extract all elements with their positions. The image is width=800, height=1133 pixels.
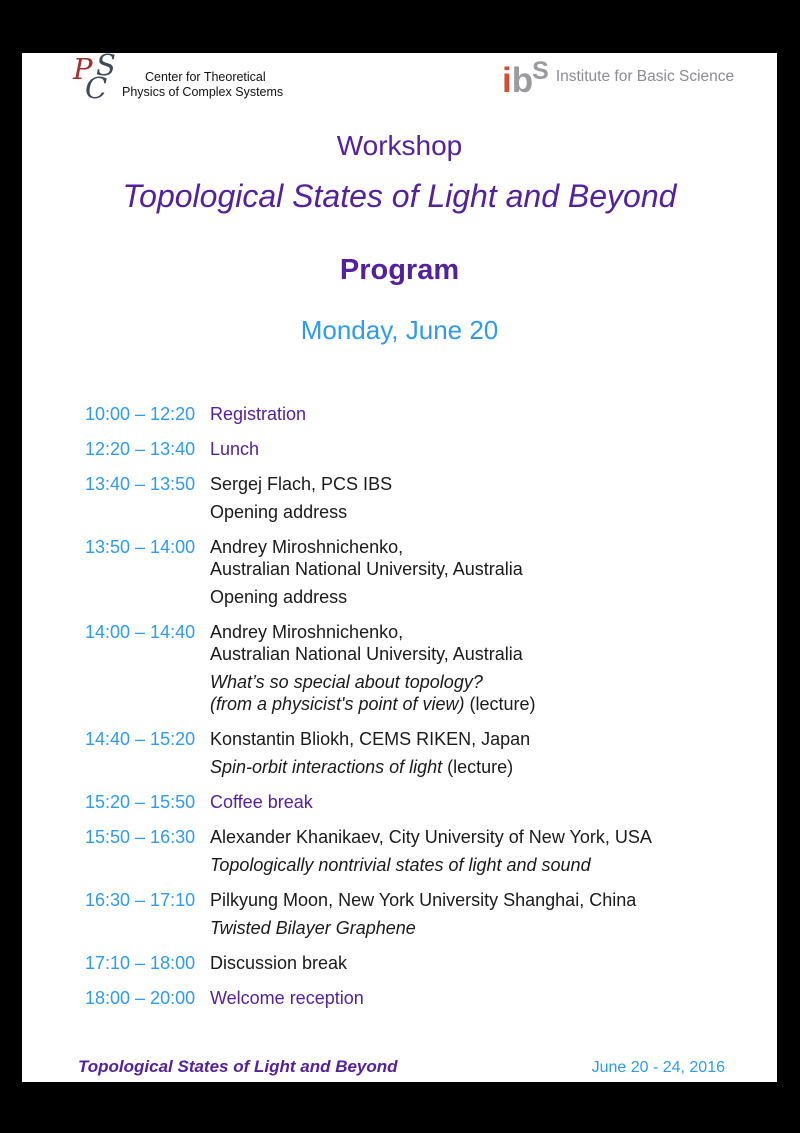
session-text: Australian National University, Australia bbox=[210, 644, 523, 664]
session-block bbox=[210, 889, 747, 911]
header bbox=[22, 129, 777, 344]
session-text: Pilkyung Moon, New York University Shanghai, China bbox=[210, 890, 637, 910]
document-page bbox=[22, 48, 777, 1082]
session-details bbox=[210, 987, 747, 1009]
session-text: Discussion break bbox=[210, 953, 348, 973]
schedule bbox=[85, 403, 747, 1022]
time-range: 15:50 – 16:30 bbox=[85, 827, 196, 847]
session-block bbox=[210, 621, 747, 665]
session-block bbox=[210, 826, 747, 848]
program-heading: Program bbox=[339, 254, 460, 286]
footer-dates: June 20 - 24, 2016 bbox=[591, 1059, 725, 1076]
session-block bbox=[210, 671, 747, 715]
time-range: 13:50 – 14:00 bbox=[85, 537, 196, 557]
time-range: 14:40 – 15:20 bbox=[85, 729, 196, 749]
session-text: (lecture) bbox=[442, 757, 514, 777]
session-text: Andrey Miroshnichenko, bbox=[210, 622, 404, 642]
session-line bbox=[210, 854, 747, 876]
schedule-row bbox=[85, 889, 747, 939]
session-line bbox=[210, 438, 747, 460]
time-range: 13:40 – 13:50 bbox=[85, 474, 196, 494]
pcs-logo-text bbox=[122, 55, 283, 103]
schedule-row bbox=[85, 952, 747, 974]
pcs-logo-icon bbox=[72, 48, 122, 105]
time-range: 12:20 – 13:40 bbox=[85, 439, 196, 459]
ibs-logo-icon bbox=[502, 59, 549, 98]
session-block bbox=[210, 728, 747, 750]
footer bbox=[78, 1057, 725, 1077]
schedule-row bbox=[85, 438, 747, 460]
schedule-row bbox=[85, 826, 747, 876]
schedule-row bbox=[85, 621, 747, 715]
session-line bbox=[210, 586, 747, 608]
session-text: Sergej Flach, PCS IBS bbox=[210, 474, 393, 494]
session-block bbox=[210, 501, 747, 523]
day-heading: Monday, June 20 bbox=[300, 315, 499, 345]
time-range: 18:00 – 20:00 bbox=[85, 988, 196, 1008]
session-line bbox=[210, 756, 747, 778]
session-text: Coffee break bbox=[210, 792, 313, 812]
session-details bbox=[210, 536, 747, 608]
time-range: 14:00 – 14:40 bbox=[85, 622, 196, 642]
session-details bbox=[210, 952, 747, 974]
session-block bbox=[210, 952, 747, 974]
session-text: Topologically nontrivial states of light and sound bbox=[210, 855, 591, 875]
session-line bbox=[210, 889, 747, 911]
session-text: Twisted Bilayer Graphene bbox=[210, 918, 416, 938]
session-line bbox=[210, 917, 747, 939]
session-block bbox=[210, 536, 747, 580]
session-text: (lecture) bbox=[464, 694, 536, 714]
session-text: Spin-orbit interactions of light bbox=[210, 757, 443, 777]
session-block bbox=[210, 917, 747, 939]
session-details bbox=[210, 791, 747, 813]
pcs-logo-line1: Center for Theoretical bbox=[145, 70, 266, 84]
time-range: 16:30 – 17:10 bbox=[85, 890, 196, 910]
session-line bbox=[210, 693, 747, 715]
session-block bbox=[210, 403, 747, 425]
session-text: Opening address bbox=[210, 502, 348, 522]
session-text: Andrey Miroshnichenko, bbox=[210, 537, 404, 557]
session-details bbox=[210, 826, 747, 876]
session-block bbox=[210, 473, 747, 495]
session-line bbox=[210, 403, 747, 425]
schedule-row bbox=[85, 791, 747, 813]
session-details bbox=[210, 403, 747, 425]
session-text: Welcome reception bbox=[210, 988, 364, 1008]
workshop-title: Topological States of Light and Beyond bbox=[122, 178, 677, 214]
session-block bbox=[210, 586, 747, 608]
schedule-row bbox=[85, 987, 747, 1009]
ibs-logo bbox=[502, 59, 734, 98]
session-line bbox=[210, 671, 747, 693]
pcs-letter-s: S bbox=[96, 48, 116, 82]
session-details bbox=[210, 621, 747, 715]
session-text: Alexander Khanikaev, City University of New York, USA bbox=[210, 827, 652, 847]
session-text: Lunch bbox=[210, 439, 260, 459]
session-line bbox=[210, 728, 747, 750]
session-line bbox=[210, 558, 747, 580]
session-text: (from a physicist's point of view) bbox=[210, 694, 465, 714]
session-line bbox=[210, 621, 747, 643]
session-block bbox=[210, 854, 747, 876]
session-line bbox=[210, 501, 747, 523]
time-range: 15:20 – 15:50 bbox=[85, 792, 196, 812]
schedule-row bbox=[85, 536, 747, 608]
session-line bbox=[210, 473, 747, 495]
session-block bbox=[210, 791, 747, 813]
session-line bbox=[210, 643, 747, 665]
session-details bbox=[210, 438, 747, 460]
session-line bbox=[210, 791, 747, 813]
schedule-row bbox=[85, 473, 747, 523]
session-details bbox=[210, 728, 747, 778]
pcs-logo bbox=[72, 48, 284, 105]
session-text: What’s so special about topology? bbox=[210, 672, 483, 692]
session-text: Opening address bbox=[210, 587, 348, 607]
session-line bbox=[210, 987, 747, 1009]
ibs-logo-label: Institute for Basic Science bbox=[555, 67, 735, 85]
session-line bbox=[210, 536, 747, 558]
session-block bbox=[210, 438, 747, 460]
ibs-letter-b: b bbox=[511, 61, 533, 100]
pcs-letter-p: P bbox=[73, 52, 93, 86]
schedule-row bbox=[85, 403, 747, 425]
session-line bbox=[210, 952, 747, 974]
session-details bbox=[210, 473, 747, 523]
session-line bbox=[210, 826, 747, 848]
session-details bbox=[210, 889, 747, 939]
ibs-letter-i: i bbox=[502, 61, 512, 100]
ibs-letter-s: S bbox=[532, 57, 549, 85]
time-range: 10:00 – 12:20 bbox=[85, 404, 196, 424]
session-text: Konstantin Bliokh, CEMS RIKEN, Japan bbox=[210, 729, 531, 749]
pcs-logo-line2: Physics of Complex Systems bbox=[122, 85, 284, 99]
session-text: Australian National University, Australia bbox=[210, 559, 523, 579]
workshop-label: Workshop bbox=[336, 130, 463, 161]
session-block bbox=[210, 756, 747, 778]
time-range: 17:10 – 18:00 bbox=[85, 953, 196, 973]
pcs-letter-c: C bbox=[85, 71, 108, 105]
session-text: Registration bbox=[210, 404, 307, 424]
session-block bbox=[210, 987, 747, 1009]
footer-workshop-title: Topological States of Light and Beyond bbox=[78, 1057, 398, 1076]
schedule-row bbox=[85, 728, 747, 778]
